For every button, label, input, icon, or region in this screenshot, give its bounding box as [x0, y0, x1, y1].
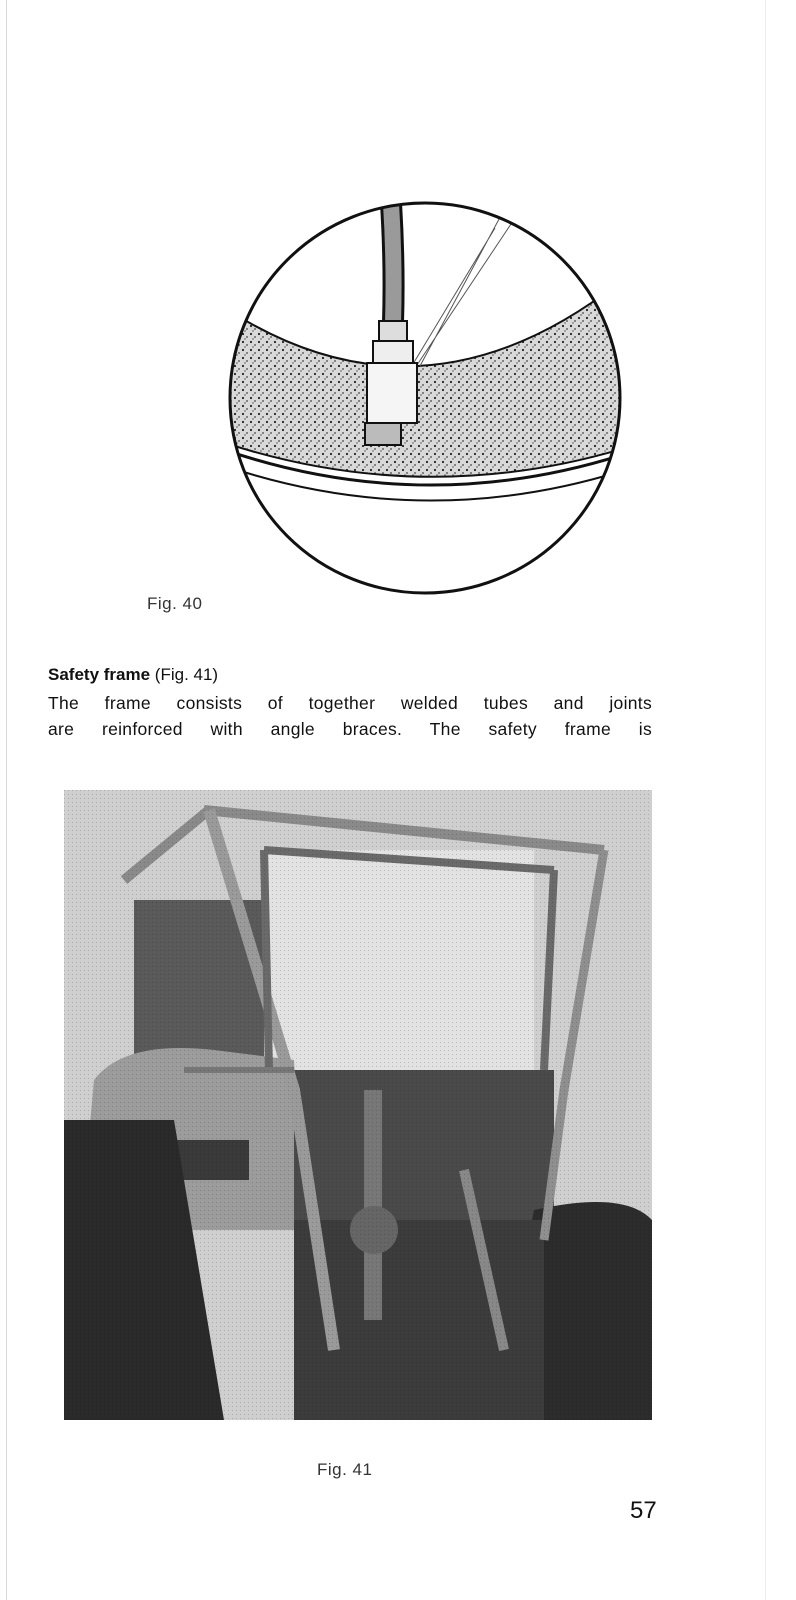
body-line: are reinforced with angle braces. The safety frame is — [48, 719, 652, 739]
fig40-caption: Fig. 40 — [147, 594, 203, 613]
fig41-photo — [64, 790, 652, 1420]
section-figure-ref: (Fig. 41) — [154, 665, 219, 684]
body-line: The frame consists of together welded tubes and joints — [48, 693, 652, 713]
section-heading — [48, 665, 218, 685]
section-title: Safety frame — [48, 665, 151, 684]
section-body — [48, 690, 652, 742]
page-number: 57 — [630, 1497, 657, 1524]
fig41-caption: Fig. 41 — [317, 1460, 373, 1479]
scan-margin-line — [765, 0, 766, 1600]
fig40-illustration — [225, 188, 625, 608]
scan-margin-line — [6, 0, 7, 1600]
